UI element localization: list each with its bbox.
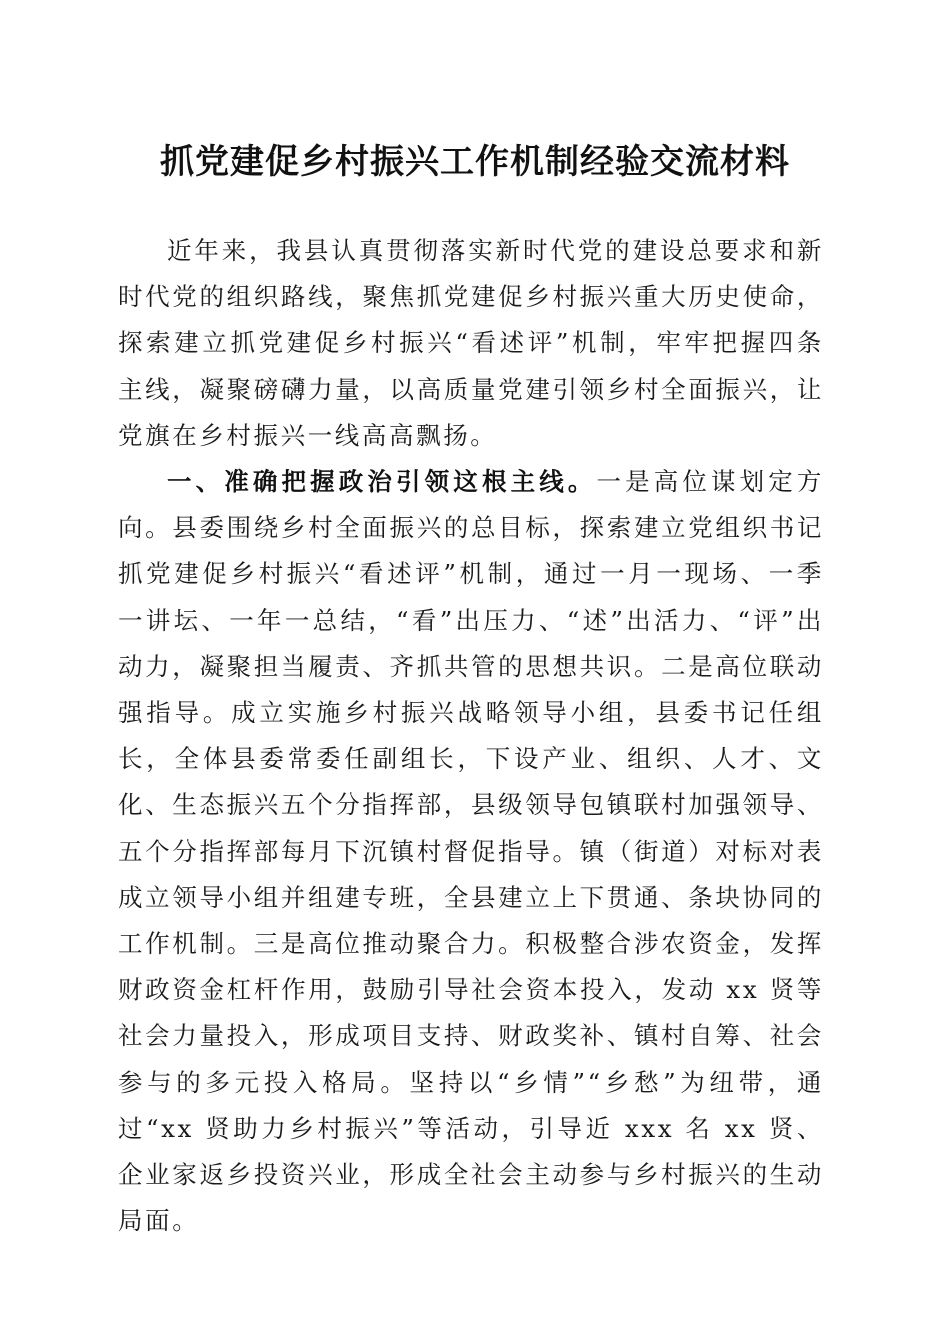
intro-paragraph bbox=[118, 228, 824, 459]
section-one-paragraph bbox=[118, 459, 824, 1244]
section-one-text: 一是高位谋划定方向。县委围绕乡村全面振兴的总目标，探索建立党组织书记抓党建促乡村振兴“看述评”机制，通过一月一现场、一季一讲坛、一年一总结，“看”出压力、“述”出活力、“评”出动力，凝聚担当履责、齐抓共管的思想共识。二是高位联动强指导。成立实施乡村振兴战略领导小组，县委书记任组长，全体县委常委任副组长，下设产业、组织、人才、文化、生态振兴五个分指挥部，县级领导包镇联村加强领导、五个分指挥部每月下沉镇村督促指导。镇（街道）对标对表成立领导小组并组建专班，全县建立上下贯通、条块协同的工作机制。三是高位推动聚合力。积极整合涉农资金，发挥财政资金杠杆作用，鼓励引导社会资本投入，发动 xx 贤等社会力量投入，形成项目支持、财政奖补、镇村自筹、社会参与的多元投入格局。坚持以“乡情”“乡愁”为纽带，通过“xx 贤助力乡村振兴”等活动，引导近 xxx 名 xx 贤、企业家返乡投资兴业，形成全社会主动参与乡村振兴的生动局面。 bbox=[118, 467, 824, 1236]
document-title: 抓党建促乡村振兴工作机制经验交流材料 bbox=[160, 142, 790, 182]
document-body bbox=[118, 228, 824, 1244]
intro-paragraph-text: 近年来，我县认真贯彻落实新时代党的建设总要求和新时代党的组织路线，聚焦抓党建促乡村振兴重大历史使命，探索建立抓党建促乡村振兴“看述评”机制，牢牢把握四条主线，凝聚磅礴力量，以高质量党建引领乡村全面振兴，让党旗在乡村振兴一线高高飘扬。 bbox=[118, 236, 824, 450]
section-one-heading: 一、准确把握政治引领这根主线。 bbox=[167, 467, 597, 497]
